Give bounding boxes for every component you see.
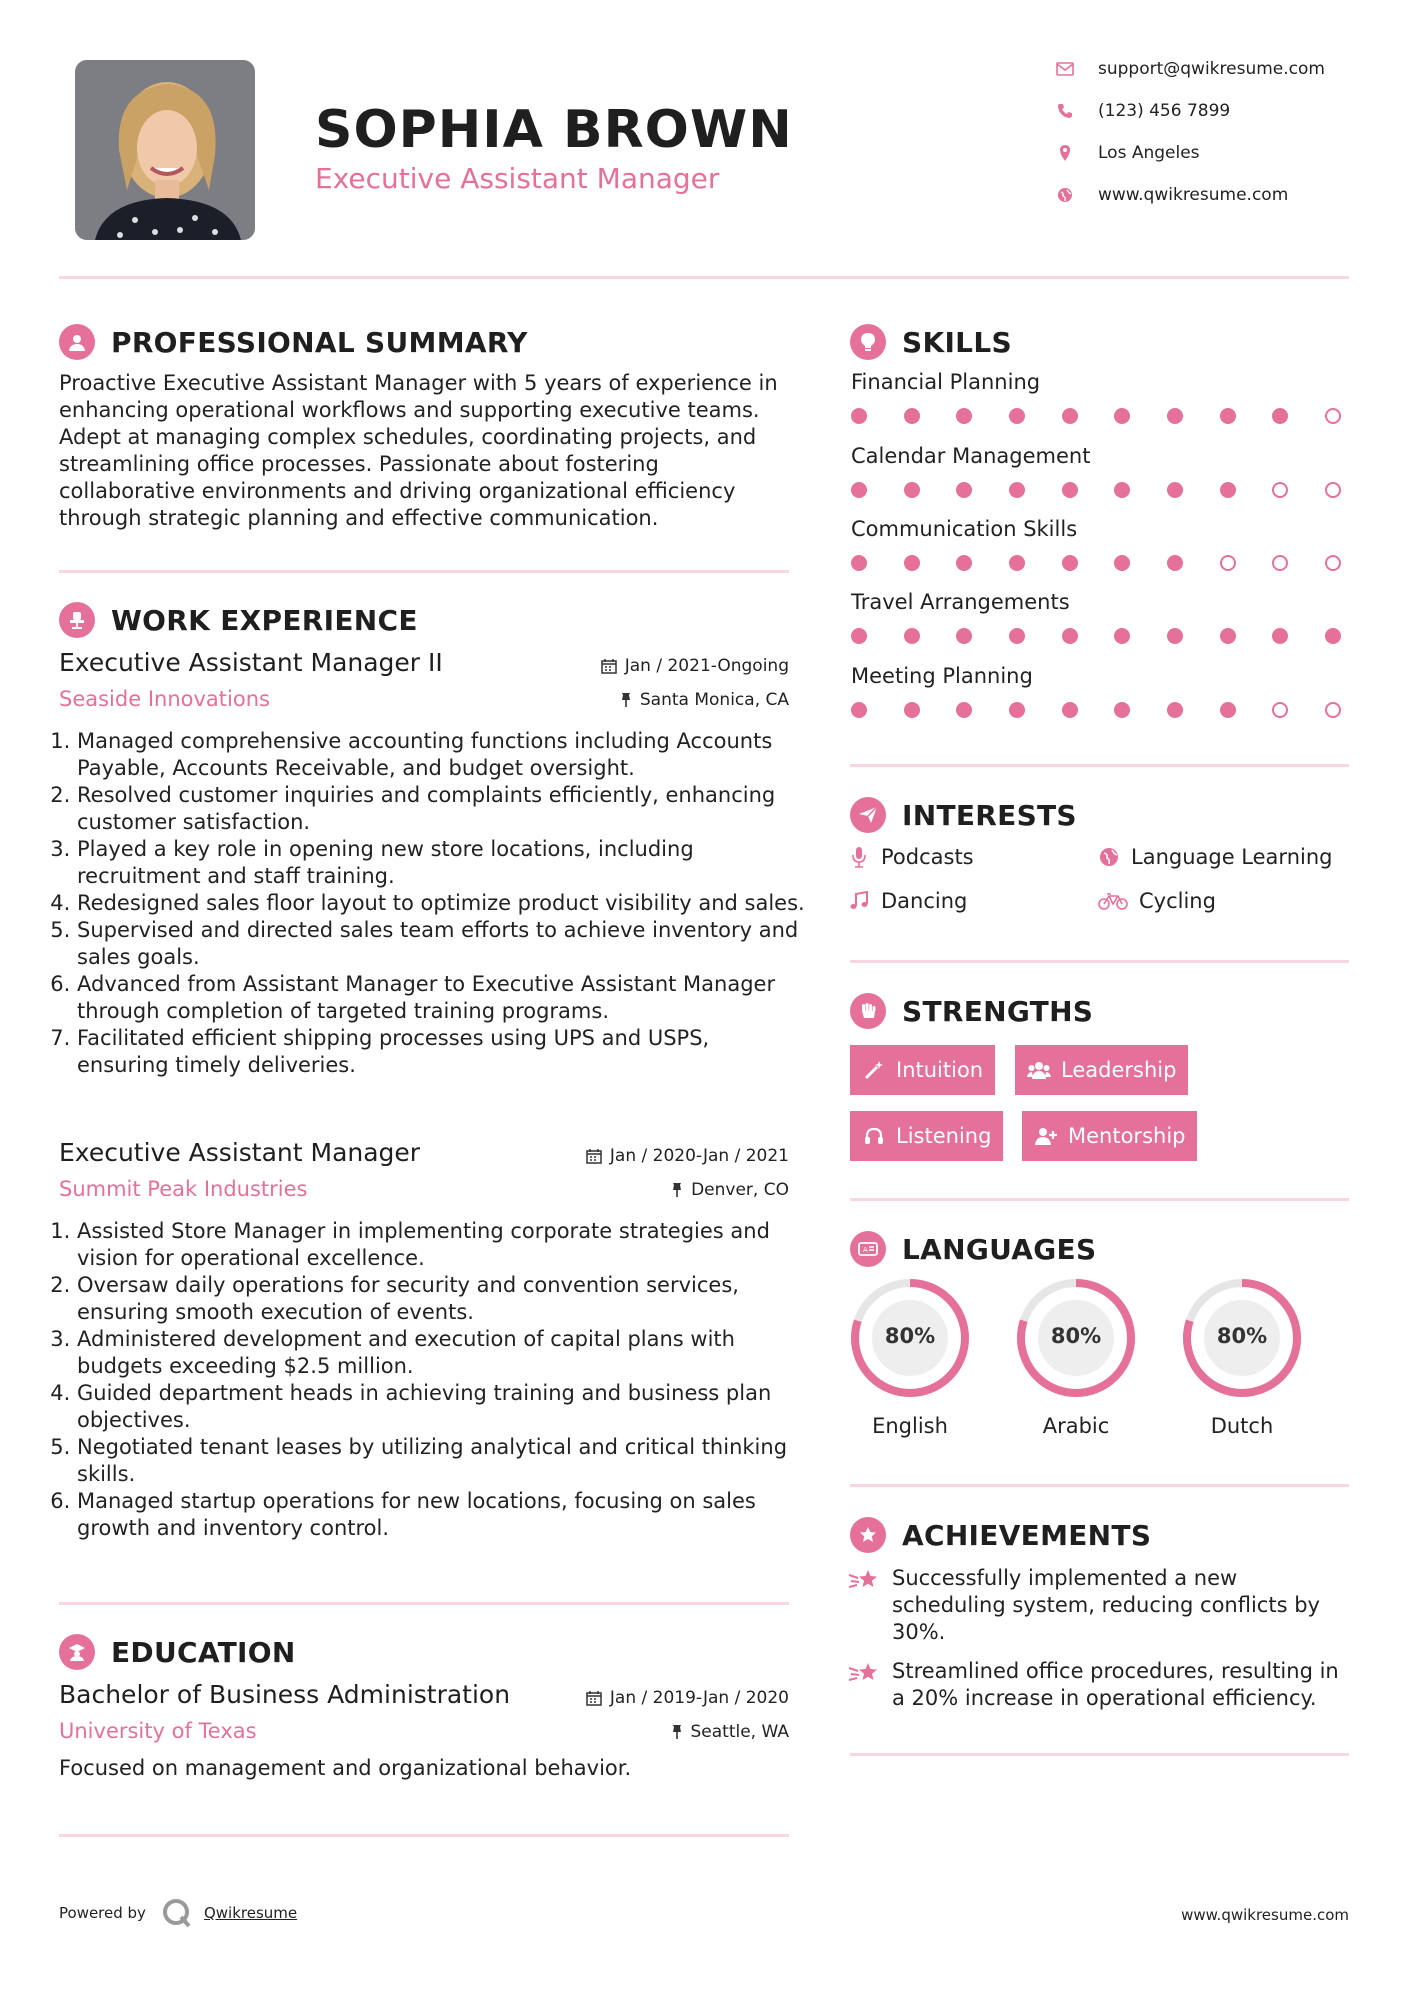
contact-email[interactable] [1050, 54, 1350, 84]
rating-dot-filled [1009, 408, 1025, 424]
degree-title: Bachelor of Business Administration [59, 1680, 511, 1709]
rating-dot-filled [1062, 555, 1078, 571]
shooting-star-icon [848, 1660, 882, 1690]
job-2-company: Summit Peak Industries [59, 1177, 308, 1201]
contact-website[interactable] [1050, 180, 1350, 210]
music-note-icon [847, 889, 871, 913]
rating-dot-filled [1220, 482, 1236, 498]
map-pin-icon [1050, 143, 1080, 163]
strength-tag-leadership [1015, 1045, 1188, 1095]
candidate-name: SOPHIA BROWN [315, 100, 793, 160]
rating-dot-filled [1114, 482, 1130, 498]
rating-dot-filled [1167, 408, 1183, 424]
strength-label: Mentorship [1068, 1124, 1186, 1148]
user-plus-icon [1034, 1124, 1058, 1148]
rating-dot-empty [1325, 408, 1341, 424]
job-2-location [489, 1180, 789, 1200]
skills-heading [850, 322, 1012, 362]
interest-label: Dancing [881, 889, 968, 913]
rating-dot-filled [1009, 482, 1025, 498]
skill-rating [851, 626, 1341, 646]
rating-dot-filled [956, 482, 972, 498]
education-divider [59, 1834, 789, 1837]
calendar-icon [586, 1148, 602, 1164]
pushpin-icon [671, 1182, 683, 1198]
profile-photo [75, 60, 255, 240]
pushpin-icon [620, 692, 632, 708]
paper-plane-icon [850, 797, 886, 833]
rating-dot-filled [1062, 482, 1078, 498]
footer-powered-by [59, 1898, 297, 1928]
rating-dot-empty [1272, 702, 1288, 718]
interests-divider [850, 960, 1349, 963]
job-1-company: Seaside Innovations [59, 687, 270, 711]
achievement-text: Streamlined office procedures, resulting in a 20% increase in operational efficiency. [892, 1659, 1339, 1710]
star-badge-icon [850, 1517, 886, 1553]
rating-dot-empty [1325, 702, 1341, 718]
skill-meeting-planning [851, 664, 1341, 720]
education-title: EDUCATION [111, 1635, 296, 1669]
job-1-title: Executive Assistant Manager II [59, 648, 443, 677]
rating-dot-filled [1167, 555, 1183, 571]
contact-phone[interactable] [1050, 96, 1350, 126]
summary-title: PROFESSIONAL SUMMARY [111, 325, 528, 359]
strengths-title: STRENGTHS [902, 994, 1094, 1028]
rating-dot-empty [1325, 555, 1341, 571]
strength-tag-listening [850, 1111, 1003, 1161]
rating-dot-filled [1114, 555, 1130, 571]
rating-dot-filled [1272, 408, 1288, 424]
skills-title: SKILLS [902, 325, 1012, 359]
skill-name: Calendar Management [851, 444, 1091, 468]
school-name: University of Texas [59, 1719, 257, 1743]
rating-dot-filled [1114, 408, 1130, 424]
lightbulb-icon [850, 324, 886, 360]
experience-divider [59, 1602, 789, 1605]
education-location-text: Seattle, WA [690, 1722, 789, 1742]
job-1-location [489, 690, 789, 710]
bicycle-icon [1097, 889, 1129, 913]
languages-title: LANGUAGES [902, 1232, 1097, 1266]
job-2-location-text: Denver, CO [691, 1180, 789, 1200]
job-2-title: Executive Assistant Manager [59, 1138, 421, 1167]
rating-dot-filled [904, 702, 920, 718]
strengths-heading [850, 991, 1093, 1031]
list-item: 3. Administered development and execution of capital plans with budgets exceeding $2.5 million. [77, 1326, 807, 1380]
rating-dot-filled [1220, 408, 1236, 424]
strength-label: Listening [896, 1124, 992, 1148]
list-item: 1. Assisted Store Manager in implementing corporate strategies and vision for operational excellence. [77, 1218, 807, 1272]
globe-icon [1097, 845, 1121, 869]
skill-travel-arrangements [851, 590, 1341, 646]
education-dates [489, 1688, 789, 1708]
interest-language-learning [1097, 845, 1332, 869]
contact-location [1050, 138, 1350, 168]
job-1-location-text: Santa Monica, CA [639, 690, 789, 710]
interest-label: Cycling [1139, 889, 1216, 913]
skill-name: Travel Arrangements [851, 590, 1070, 614]
rating-dot-filled [1062, 702, 1078, 718]
rating-dot-empty [1325, 482, 1341, 498]
list-item: 2. Resolved customer inquiries and complaints efficiently, enhancing customer satisfaction. [77, 782, 807, 836]
strength-label: Intuition [896, 1058, 984, 1082]
magic-wand-icon [862, 1058, 886, 1082]
skill-financial-planning [851, 370, 1341, 426]
achievement-item [848, 1658, 1348, 1712]
list-item: 7. Facilitated efficient shipping processes using UPS and USPS, ensuring timely deliveries. [77, 1025, 807, 1079]
rating-dot-filled [1009, 555, 1025, 571]
rating-dot-filled [956, 702, 972, 718]
rating-dot-filled [851, 482, 867, 498]
interest-dancing [847, 889, 967, 913]
rating-dot-filled [1167, 482, 1183, 498]
language-name: English [872, 1414, 948, 1438]
skill-name: Communication Skills [851, 517, 1078, 541]
rating-dot-filled [851, 408, 867, 424]
interest-label: Language Learning [1131, 845, 1333, 869]
qwikresume-logo-icon [162, 1898, 192, 1928]
rating-dot-filled [851, 628, 867, 644]
education-dates-text: Jan / 2019-Jan / 2020 [609, 1688, 789, 1708]
rating-dot-filled [851, 702, 867, 718]
education-location [489, 1722, 789, 1742]
rating-dot-filled [1114, 702, 1130, 718]
summary-text: Proactive Executive Assistant Manager with 5 years of experience in enhancing operational workflows and supporting executive teams. Adept at managing complex schedules, coordinating projects, and streamlining office processes. Passionate about fostering collaborative environments and driving organizational efficiency through strategic planning and effective communication. [59, 371, 778, 530]
header-divider [59, 276, 1349, 279]
users-icon [1027, 1058, 1051, 1082]
list-item: 5. Negotiated tenant leases by utilizing analytical and critical thinking skills. [77, 1434, 807, 1488]
chair-icon [59, 602, 95, 638]
languages-heading [850, 1229, 1096, 1269]
list-item: 2. Oversaw daily operations for security and convention services, ensuring smooth execution of events. [77, 1272, 807, 1326]
strength-tag-intuition [850, 1045, 995, 1095]
skill-rating [851, 406, 1341, 426]
contact-phone-text: (123) 456 7899 [1098, 101, 1231, 121]
achievements-divider [850, 1753, 1349, 1756]
graduate-icon [59, 1634, 95, 1670]
svg-text:A: A [863, 1246, 868, 1254]
rating-dot-filled [1114, 628, 1130, 644]
achievement-item [848, 1565, 1348, 1646]
interests-title: INTERESTS [902, 798, 1077, 832]
experience-heading [59, 600, 418, 640]
rating-dot-filled [1325, 628, 1341, 644]
language-name: Arabic [1042, 1414, 1110, 1438]
rating-dot-filled [1167, 702, 1183, 718]
calendar-icon [601, 658, 617, 674]
skill-rating [851, 480, 1341, 500]
language-name: Dutch [1210, 1414, 1274, 1438]
list-item: 6. Managed startup operations for new locations, focusing on sales growth and inventory control. [77, 1488, 807, 1542]
rating-dot-filled [1220, 702, 1236, 718]
footer-site-link[interactable]: www.qwikresume.com [1181, 1906, 1349, 1924]
raised-fist-icon [850, 993, 886, 1029]
summary-divider [59, 570, 789, 573]
powered-by-text: Powered by [59, 1904, 146, 1922]
id-card-icon [850, 1231, 886, 1267]
strength-tag-mentorship [1022, 1111, 1197, 1161]
rating-dot-filled [1220, 628, 1236, 644]
phone-icon [1050, 101, 1080, 121]
job-2-responsibilities [59, 1218, 807, 1542]
language-percent: 80% [884, 1324, 936, 1348]
skill-rating [851, 553, 1341, 573]
skill-name: Financial Planning [851, 370, 1041, 394]
list-item: 5. Supervised and directed sales team efforts to achieve inventory and sales goals. [77, 917, 807, 971]
languages-divider [850, 1484, 1349, 1487]
rating-dot-filled [1167, 628, 1183, 644]
strengths-divider [850, 1198, 1349, 1201]
skill-communication-skills [851, 517, 1341, 573]
calendar-icon [586, 1690, 602, 1706]
contact-email-text: support@qwikresume.com [1098, 59, 1325, 79]
rating-dot-filled [1009, 702, 1025, 718]
pushpin-icon [671, 1724, 683, 1740]
job-1-dates-text: Jan / 2021-Ongoing [624, 656, 789, 676]
rating-dot-empty [1220, 555, 1236, 571]
rating-dot-empty [1272, 482, 1288, 498]
rating-dot-filled [956, 555, 972, 571]
job-1-dates [489, 656, 789, 676]
achievement-text: Successfully implemented a new scheduling system, reducing conflicts by 30%. [892, 1566, 1320, 1644]
rating-dot-filled [904, 408, 920, 424]
job-2-dates-text: Jan / 2020-Jan / 2021 [609, 1146, 789, 1166]
summary-heading [59, 322, 528, 362]
strength-label: Leadership [1061, 1058, 1177, 1082]
contact-website-text: www.qwikresume.com [1098, 185, 1289, 205]
job-2-dates [489, 1146, 789, 1166]
rating-dot-filled [1009, 628, 1025, 644]
globe-icon [1050, 185, 1080, 205]
shooting-star-icon [848, 1567, 882, 1597]
envelope-icon [1050, 59, 1080, 79]
list-item: 4. Guided department heads in achieving training and business plan objectives. [77, 1380, 807, 1434]
education-heading [59, 1632, 296, 1672]
list-item: 4. Redesigned sales floor layout to optimize product visibility and sales. [77, 890, 807, 917]
rating-dot-filled [1062, 408, 1078, 424]
contact-location-text: Los Angeles [1098, 143, 1200, 163]
interest-podcasts [847, 845, 974, 869]
skills-divider [850, 764, 1349, 767]
user-icon [59, 324, 95, 360]
experience-title: WORK EXPERIENCE [111, 603, 418, 637]
rating-dot-filled [904, 482, 920, 498]
rating-dot-filled [1272, 628, 1288, 644]
rating-dot-filled [904, 555, 920, 571]
microphone-icon [847, 845, 871, 869]
rating-dot-filled [956, 628, 972, 644]
list-item: 1. Managed comprehensive accounting functions including Accounts Payable, Accounts Receivable, and budget oversight. [77, 728, 807, 782]
job-1-responsibilities [59, 728, 807, 1079]
interests-heading [850, 795, 1077, 835]
rating-dot-filled [1062, 628, 1078, 644]
candidate-role: Executive Assistant Manager [315, 162, 720, 195]
education-description: Focused on management and organizational behavior. [59, 1756, 632, 1780]
language-percent: 80% [1050, 1324, 1102, 1348]
achievements-title: ACHIEVEMENTS [902, 1518, 1152, 1552]
headphones-icon [862, 1124, 886, 1148]
list-item: 3. Played a key role in opening new store locations, including recruitment and staff training. [77, 836, 807, 890]
skill-rating [851, 700, 1341, 720]
skill-name: Meeting Planning [851, 664, 1033, 688]
interest-cycling [1097, 889, 1216, 913]
rating-dot-filled [904, 628, 920, 644]
list-item: 6. Advanced from Assistant Manager to Executive Assistant Manager through completion of targeted training programs. [77, 971, 807, 1025]
skill-calendar-management [851, 444, 1341, 500]
rating-dot-filled [956, 408, 972, 424]
rating-dot-empty [1272, 555, 1288, 571]
language-percent: 80% [1216, 1324, 1268, 1348]
interest-label: Podcasts [881, 845, 974, 869]
rating-dot-filled [851, 555, 867, 571]
brand-link[interactable]: Qwikresume [203, 1904, 298, 1922]
achievements-heading [850, 1515, 1151, 1555]
